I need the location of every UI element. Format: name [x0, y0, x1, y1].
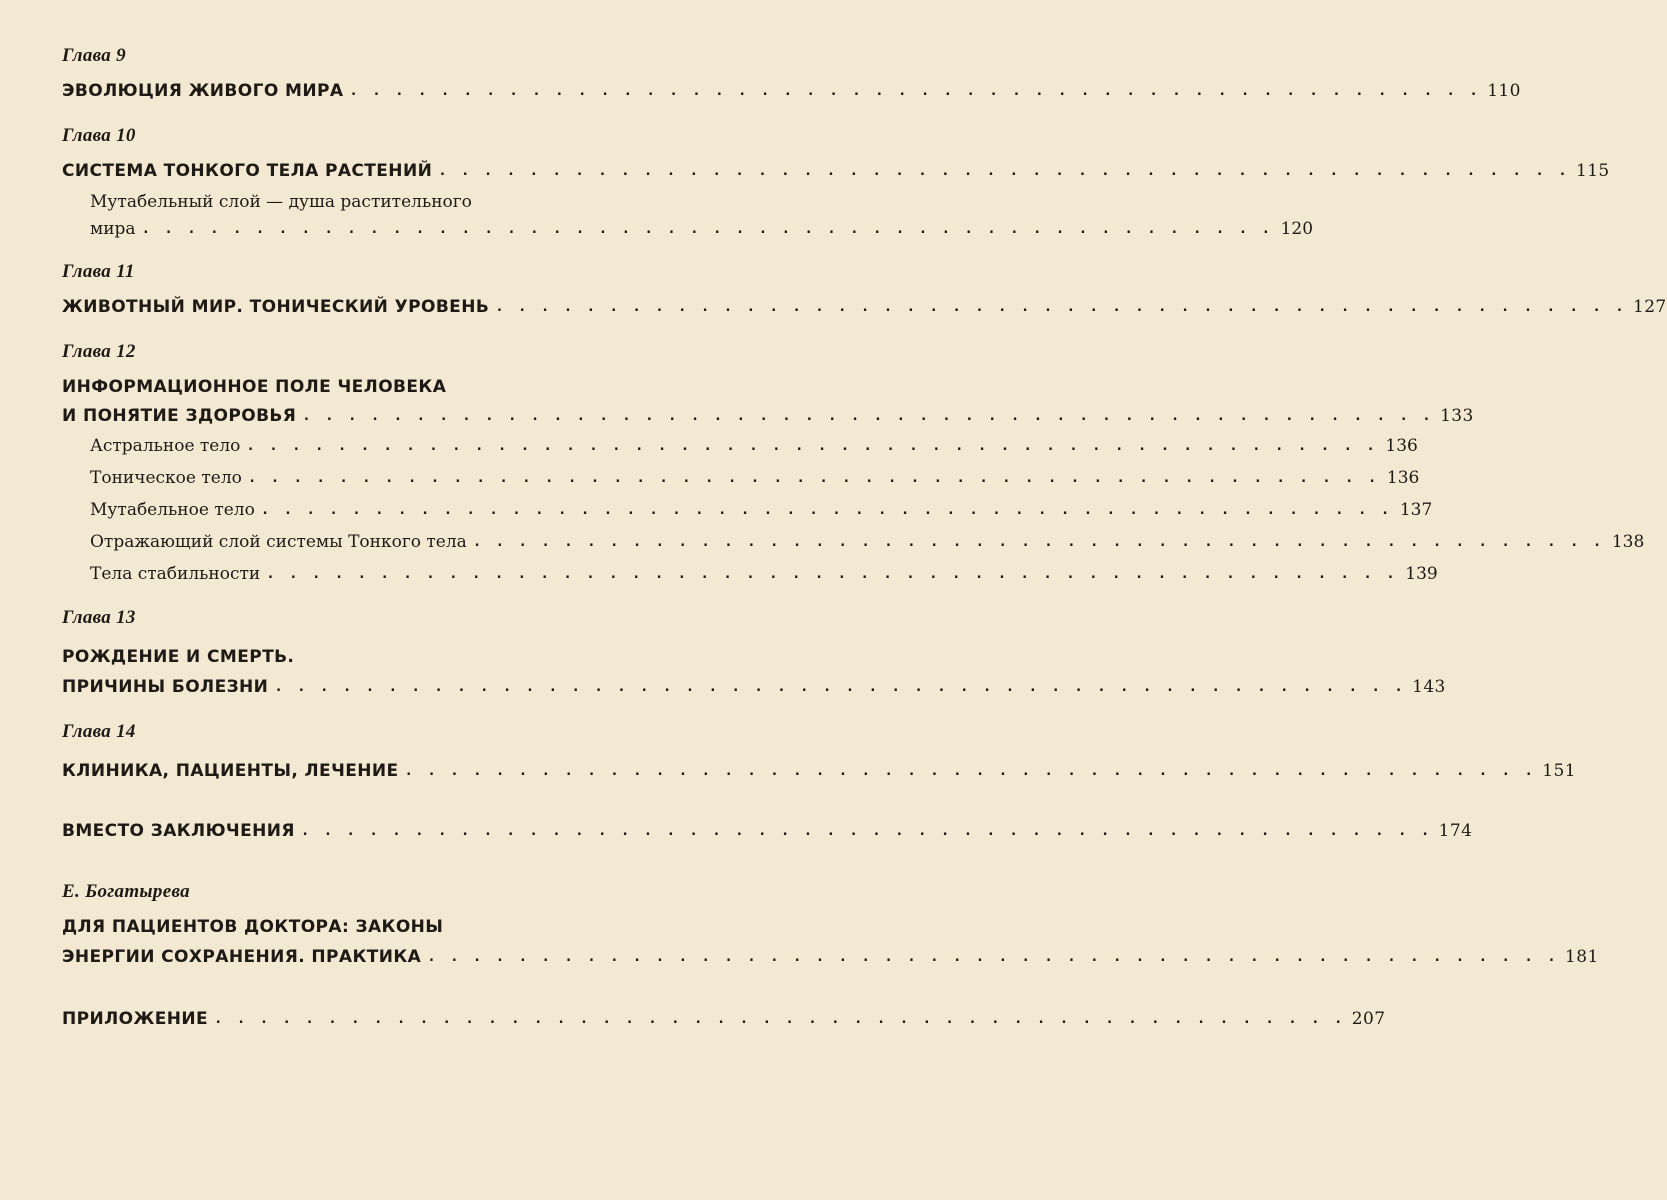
dot-leader: . . . . . . . . . . . . . . . . . . . . . . . . . . . . . . . . . . . . . . . . . . . . . . . . . .	[302, 408, 1434, 424]
toc-entry-title: СИСТЕМА ТОНКОГО ТЕЛА РАСТЕНИЙ	[62, 161, 433, 181]
toc-subentry[interactable]	[62, 430, 1418, 462]
table-of-contents	[62, 42, 1667, 1034]
toc-subentry[interactable]	[62, 526, 1645, 558]
toc-entry-title: ПРИЧИНЫ БОЛЕЗНИ	[62, 677, 269, 697]
toc-entry-title: КЛИНИКА, ПАЦИЕНТЫ, ЛЕЧЕНИЕ	[62, 761, 399, 781]
toc-subentry[interactable]	[62, 558, 1438, 590]
toc-entry-info-field[interactable]	[62, 402, 1474, 430]
toc-page-number: 143	[1412, 677, 1446, 697]
toc-entry-birth-death[interactable]	[62, 672, 1446, 702]
toc-entry-title: Астральное тело	[90, 436, 241, 456]
dot-leader: . . . . . . . . . . . . . . . . . . . . . . . . . . . . . . . . . . . . . . . . . . . . . . . . . .	[472, 534, 1605, 550]
toc-page-number: 115	[1576, 161, 1610, 181]
toc-page-number: 137	[1399, 500, 1433, 520]
toc-page-number: 120	[1280, 219, 1314, 239]
toc-subentry[interactable]	[62, 462, 1420, 494]
toc-page-number: 133	[1440, 406, 1474, 426]
toc-page-number: 181	[1565, 947, 1599, 967]
toc-page-number: 138	[1611, 532, 1645, 552]
toc-entry-animal-world[interactable]	[62, 292, 1667, 322]
toc-subentry[interactable]	[62, 494, 1433, 526]
dot-leader: . . . . . . . . . . . . . . . . . . . . . . . . . . . . . . . . . . . . . . . . . . . . . . . . . .	[246, 438, 1378, 454]
chapter-10-label: Глава 10	[62, 125, 136, 146]
author-label: Е. Богатырева	[62, 881, 190, 902]
toc-entry-title: Тела стабильности	[90, 564, 261, 584]
dot-leader: . . . . . . . . . . . . . . . . . . . . . . . . . . . . . . . . . . . . . . . . . . . . . . . . . .	[300, 823, 1433, 839]
dot-leader: . . . . . . . . . . . . . . . . . . . . . . . . . . . . . . . . . . . . . . . . . . . . . . . . . .	[266, 566, 1398, 582]
toc-entry-title: ЖИВОТНЫЙ МИР. ТОНИЧЕСКИЙ УРОВЕНЬ	[62, 297, 490, 317]
chapter-11-label: Глава 11	[62, 261, 135, 282]
dot-leader: . . . . . . . . . . . . . . . . . . . . . . . . . . . . . . . . . . . . . . . . . . . . . . . . . .	[247, 470, 1380, 486]
toc-entry-title: Отражающий слой системы Тонкого тела	[90, 532, 467, 552]
toc-page-number: 139	[1405, 564, 1438, 584]
dot-leader: . . . . . . . . . . . . . . . . . . . . . . . . . . . . . . . . . . . . . . . . . . . . . . . . . .	[427, 949, 1559, 965]
toc-page-number: 174	[1438, 821, 1473, 841]
toc-entry-title: Мутабельное тело	[90, 500, 255, 520]
toc-subentry-mutable-layer-line1[interactable]: Мутабельный слой — душа растительного	[90, 192, 472, 212]
toc-entry-title: ЭНЕРГИИ СОХРАНЕНИЯ. ПРАКТИКА	[62, 947, 422, 967]
toc-entry-title: И ПОНЯТИЕ ЗДОРОВЬЯ	[62, 406, 297, 426]
toc-page-number: 127	[1632, 297, 1667, 317]
toc-entry-title: ПРИЛОЖЕНИЕ	[62, 1009, 208, 1029]
chapter-13-label: Глава 13	[62, 607, 136, 628]
dot-leader: . . . . . . . . . . . . . . . . . . . . . . . . . . . . . . . . . . . . . . . . . . . . . . . . . .	[141, 221, 1274, 237]
toc-entry-appendix[interactable]	[62, 1004, 1386, 1034]
toc-entry-for-patients[interactable]	[62, 942, 1599, 972]
toc-page-number: 110	[1487, 81, 1521, 101]
chapter-9-label: Глава 9	[62, 45, 126, 66]
toc-page-number: 151	[1542, 761, 1576, 781]
dot-leader: . . . . . . . . . . . . . . . . . . . . . . . . . . . . . . . . . . . . . . . . . . . . . . . . . .	[349, 83, 1481, 99]
toc-entry-birth-death-line1[interactable]: РОЖДЕНИЕ И СМЕРТЬ.	[62, 647, 295, 667]
dot-leader: . . . . . . . . . . . . . . . . . . . . . . . . . . . . . . . . . . . . . . . . . . . . . . . . . .	[260, 502, 1393, 518]
toc-entry-plants[interactable]	[62, 156, 1610, 186]
dot-leader: . . . . . . . . . . . . . . . . . . . . . . . . . . . . . . . . . . . . . . . . . . . . . . . . . .	[213, 1011, 1346, 1027]
dot-leader: . . . . . . . . . . . . . . . . . . . . . . . . . . . . . . . . . . . . . . . . . . . . . . . . . .	[274, 679, 1406, 695]
toc-entry-clinic[interactable]	[62, 756, 1576, 786]
chapter-14-label: Глава 14	[62, 721, 136, 742]
toc-subentry-mutable-layer[interactable]	[62, 216, 1314, 242]
toc-entry-title: мира	[90, 219, 136, 239]
toc-entry-title: Тоническое тело	[90, 468, 242, 488]
dot-leader: . . . . . . . . . . . . . . . . . . . . . . . . . . . . . . . . . . . . . . . . . . . . . . . . . .	[438, 163, 1570, 179]
toc-entry-title: ЭВОЛЮЦИЯ ЖИВОГО МИРА	[62, 81, 344, 101]
toc-entry-evolution[interactable]	[62, 76, 1521, 106]
toc-entry-title: ВМЕСТО ЗАКЛЮЧЕНИЯ	[62, 821, 295, 841]
toc-entry-for-patients-line1[interactable]: ДЛЯ ПАЦИЕНТОВ ДОКТОРА: ЗАКОНЫ	[62, 917, 444, 937]
toc-page-number: 207	[1351, 1009, 1386, 1029]
toc-page-number: 136	[1385, 436, 1418, 456]
dot-leader: . . . . . . . . . . . . . . . . . . . . . . . . . . . . . . . . . . . . . . . . . . . . . . . . . .	[495, 299, 1627, 315]
chapter-12-label: Глава 12	[62, 341, 136, 362]
dot-leader: . . . . . . . . . . . . . . . . . . . . . . . . . . . . . . . . . . . . . . . . . . . . . . . . . .	[404, 763, 1536, 779]
toc-entry-conclusion[interactable]	[62, 816, 1473, 846]
toc-entry-info-field-line1[interactable]: ИНФОРМАЦИОННОЕ ПОЛЕ ЧЕЛОВЕКА	[62, 377, 447, 397]
toc-page-number: 136	[1386, 468, 1420, 488]
